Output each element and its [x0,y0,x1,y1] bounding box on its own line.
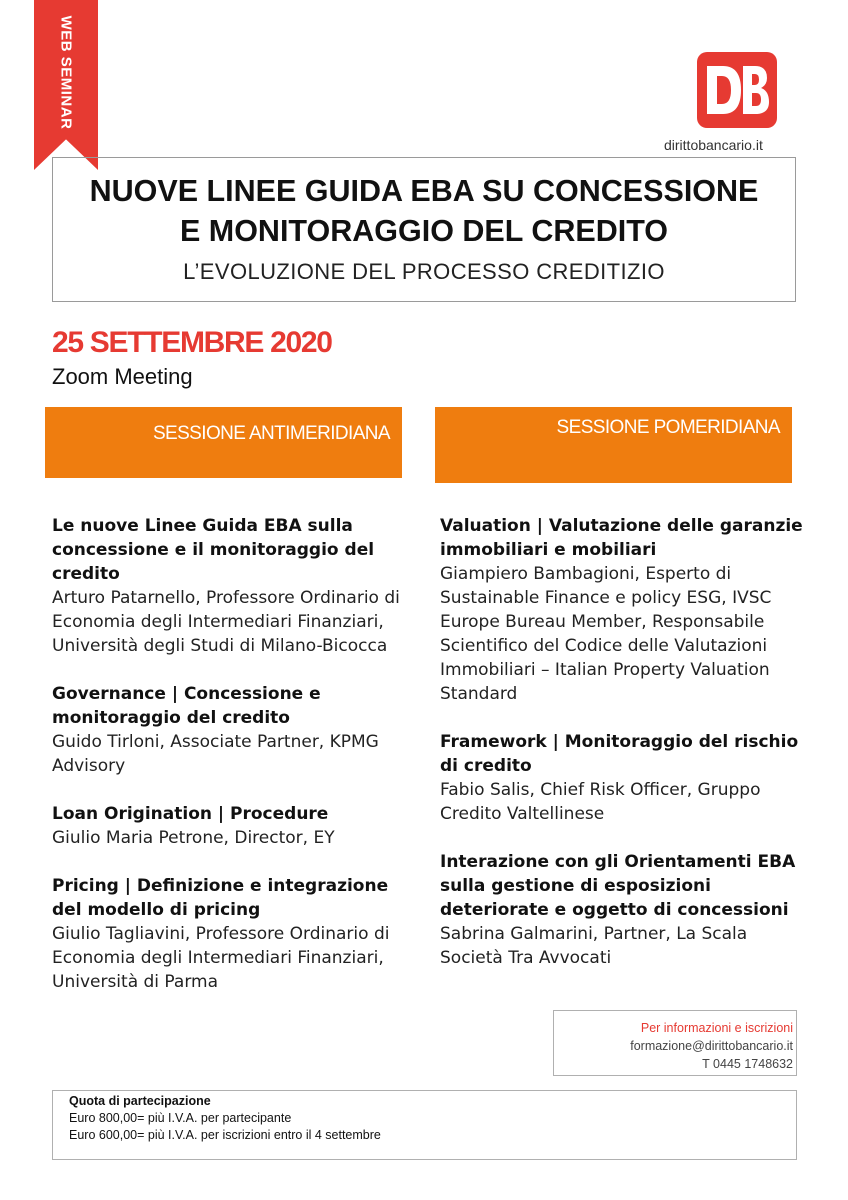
session-bar-morning: SESSIONE ANTIMERIDIANA [45,407,402,478]
ribbon-label: WEB SEMINAR [57,15,75,129]
talk-item [52,802,412,850]
talk-speaker: Sabrina Galmarini, Partner, La Scala Società Tra Avvocati [440,924,748,968]
talk-title: Valuation | Valutazione delle garanzie immobiliari e mobiliari [440,516,803,560]
info-email-link[interactable]: formazione@dirittobancario.it [630,1039,793,1053]
talk-speaker: Fabio Salis, Chief Risk Officer, Gruppo Credito Valtellinese [440,780,761,824]
fee-line-2: Euro 600,00= più I.V.A. per iscrizioni entro il 4 settembre [69,1128,381,1142]
talk-speaker: Giulio Maria Petrone, Director, EY [52,828,335,848]
fee-heading: Quota di partecipazione [69,1094,211,1108]
talk-title: Framework | Monitoraggio del rischio di credito [440,732,799,776]
afternoon-column [440,514,810,994]
fee-box [52,1090,797,1160]
talk-title: Le nuove Linee Guida EBA sulla concessione e il monitoraggio del credito [52,516,375,584]
talk-item [440,730,810,826]
session-bar-afternoon: SESSIONE POMERIDIANA [435,407,792,483]
talk-speaker: Giampiero Bambagioni, Esperto di Sustainable Finance e policy ESG, IVSC Europe Bureau Member, Responsabile Scientifico del Codice delle Valutazioni Immobiliari – Italian Property Valuation Standard [440,564,772,704]
event-date: 25 SETTEMBRE 2020 [52,326,332,359]
info-box [553,1010,797,1076]
event-venue: Zoom Meeting [52,364,193,389]
talk-speaker: Giulio Tagliavini, Professore Ordinario di Economia degli Intermediari Finanziari, Università di Parma [52,924,390,992]
title-line-2: E MONITORAGGIO DEL CREDITO [179,214,669,248]
morning-column [52,514,412,1018]
talk-item [440,850,810,970]
talk-title: Governance | Concessione e monitoraggio del credito [52,684,321,728]
info-heading: Per informazioni e iscrizioni [640,1021,793,1035]
talk-speaker: Guido Tirloni, Associate Partner, KPMG Advisory [52,732,379,776]
title-line-1: NUOVE LINEE GUIDA EBA SU CONCESSIONE [89,174,759,208]
talk-item [440,514,810,706]
talk-item [52,514,412,658]
logo-site: dirittobancario.it [664,137,763,153]
dirittobancario-logo-icon [697,52,777,128]
talk-title: Loan Origination | Procedure [52,804,329,824]
talk-item [52,682,412,778]
info-phone: T 0445 1748632 [702,1057,793,1071]
talk-title: Pricing | Definizione e integrazione del modello di pricing [52,876,389,920]
talk-title: Interazione con gli Orientamenti EBA sulla gestione di esposizioni deteriorate e oggetto di concessioni [440,852,796,920]
talk-speaker: Arturo Patarnello, Professore Ordinario di Economia degli Intermediari Finanziari, Università degli Studi di Milano-Bicocca [52,588,400,656]
fee-line-1: Euro 800,00= più I.V.A. per partecipante [69,1111,292,1125]
ribbon-label-wrap [34,12,98,132]
subtitle: L’EVOLUZIONE DEL PROCESSO CREDITIZIO [183,259,665,284]
title-box [52,157,796,302]
talk-item [52,874,412,994]
